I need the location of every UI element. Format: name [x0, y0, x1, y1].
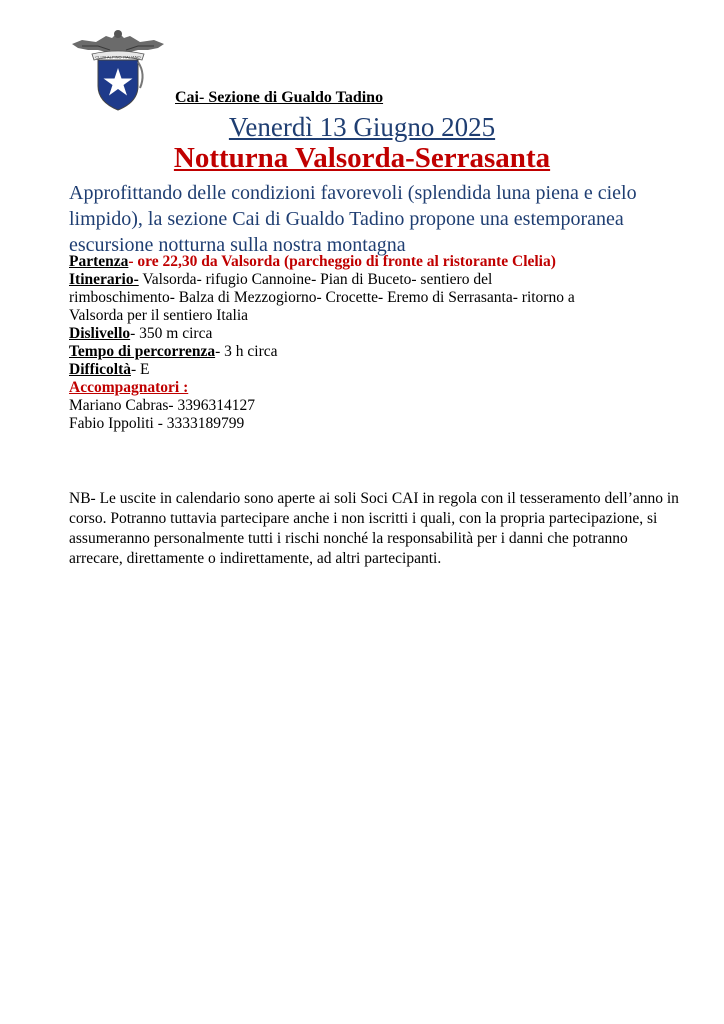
- partenza-label: Partenza: [69, 253, 129, 270]
- itinerario-line-3: Valsorda per il sentiero Italia: [69, 307, 249, 324]
- itinerario-row: [69, 271, 709, 289]
- itinerario-label: Itinerario-: [69, 271, 139, 288]
- accompagnatori-label: Accompagnatori :: [69, 379, 189, 396]
- partenza-row: [69, 253, 709, 271]
- event-date: Venerdì 13 Giugno 2025: [228, 112, 496, 142]
- dislivello-row: [69, 325, 709, 343]
- dislivello-value: - 350 m circa: [130, 325, 213, 342]
- event-intro: Approfittando delle condizioni favorevoli (splendida luna piena e cielo limpido), la sezione Cai di Gualdo Tadino propone una estemporanea escursione notturna sulla nostra montagna: [69, 182, 637, 256]
- cai-logo: [68, 24, 168, 112]
- tempo-value: - 3 h circa: [215, 343, 278, 360]
- logo-banner-text: CLUB ALPINO ITALIANO: [95, 54, 141, 60]
- event-title: Notturna Valsorda-Serrasanta: [173, 142, 551, 174]
- membership-note: NB- Le uscite in calendario sono aperte ai soli Soci CAI in regola con il tesseramento dell’anno in corso. Potranno tuttavia partecipare anche i non iscritti i quali, con la propria partecipazione, si assumeranno personalmente tutti i rischi nonché la responsabilità per i danni che potranno arrecare, direttamente o indirettamente, ad altri partecipanti.: [69, 490, 679, 567]
- guide-2: Fabio Ippoliti - 3333189799: [69, 415, 245, 432]
- tempo-row: [69, 343, 709, 361]
- partenza-value: - ore 22,30 da Valsorda (parcheggio di fronte al ristorante Clelia): [128, 253, 556, 270]
- dislivello-label: Dislivello: [69, 325, 131, 342]
- itinerario-line-1: Valsorda- rifugio Cannoine- Pian di Buceto- sentiero del: [138, 271, 493, 288]
- guide-1: Mariano Cabras- 3396314127: [69, 397, 255, 414]
- tempo-label: Tempo di percorrenza: [69, 343, 216, 360]
- section-name: Cai- Sezione di Gualdo Tadino: [175, 89, 384, 106]
- difficolta-row: [69, 361, 709, 379]
- difficolta-label: Difficoltà: [69, 361, 131, 378]
- itinerario-line-2: rimboschimento- Balza di Mezzogiorno- Crocette- Eremo di Serrasanta- ritorno a: [69, 289, 575, 306]
- difficolta-value: - E: [130, 361, 150, 378]
- event-details: [69, 253, 709, 433]
